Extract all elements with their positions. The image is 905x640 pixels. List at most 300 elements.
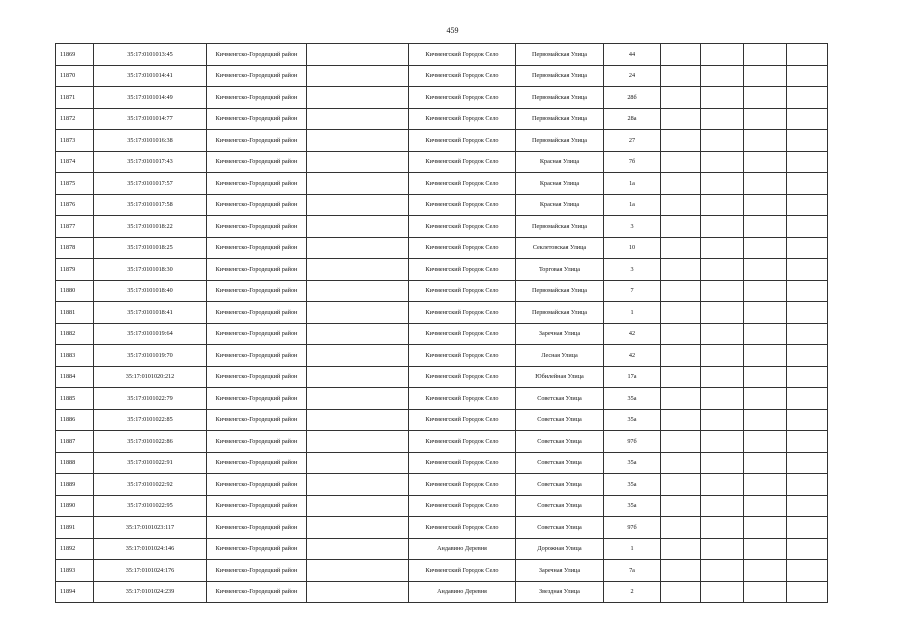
row-number-cell: 11894 <box>56 581 94 603</box>
street-cell: Красная Улица <box>516 151 604 173</box>
row-number-cell: 11879 <box>56 259 94 281</box>
table-row <box>56 151 828 173</box>
cadastral-number-cell: 35:17:0101014:49 <box>94 87 207 109</box>
empty-cell <box>744 323 787 345</box>
street-cell: Советская Улица <box>516 474 604 496</box>
settlement-cell: Кичменгский Городок Село <box>409 409 516 431</box>
empty-cell <box>744 130 787 152</box>
district-cell: Кичменгско-Городецкий район <box>207 65 307 87</box>
empty-cell <box>787 409 828 431</box>
empty-cell <box>307 431 409 453</box>
cadastral-number-cell: 35:17:0101020:212 <box>94 366 207 388</box>
row-number-cell: 11891 <box>56 517 94 539</box>
empty-cell <box>744 44 787 66</box>
table-row <box>56 366 828 388</box>
empty-cell <box>307 345 409 367</box>
settlement-cell: Кичменгский Городок Село <box>409 151 516 173</box>
settlement-cell: Кичменгский Городок Село <box>409 474 516 496</box>
empty-cell <box>744 173 787 195</box>
settlement-cell: Кичменгский Городок Село <box>409 108 516 130</box>
cadastral-number-cell: 35:17:0101022:91 <box>94 452 207 474</box>
empty-cell <box>701 560 744 582</box>
street-cell: Советская Улица <box>516 495 604 517</box>
settlement-cell: Кичменгский Городок Село <box>409 237 516 259</box>
empty-cell <box>744 431 787 453</box>
empty-cell <box>307 302 409 324</box>
table-row <box>56 388 828 410</box>
empty-cell <box>787 388 828 410</box>
empty-cell <box>701 388 744 410</box>
empty-cell <box>307 517 409 539</box>
house-number-cell: 1 <box>604 302 661 324</box>
empty-cell <box>744 538 787 560</box>
empty-cell <box>307 366 409 388</box>
empty-cell <box>701 130 744 152</box>
district-cell: Кичменгско-Городецкий район <box>207 87 307 109</box>
street-cell: Первомайская Улица <box>516 108 604 130</box>
cadastral-number-cell: 35:17:0101023:117 <box>94 517 207 539</box>
table-row <box>56 495 828 517</box>
cadastral-number-cell: 35:17:0101019:64 <box>94 323 207 345</box>
district-cell: Кичменгско-Городецкий район <box>207 280 307 302</box>
house-number-cell: 3 <box>604 216 661 238</box>
street-cell: Звездная Улица <box>516 581 604 603</box>
empty-cell <box>787 302 828 324</box>
empty-cell <box>307 259 409 281</box>
house-number-cell: 10 <box>604 237 661 259</box>
empty-cell <box>701 65 744 87</box>
settlement-cell: Кичменгский Городок Село <box>409 452 516 474</box>
row-number-cell: 11876 <box>56 194 94 216</box>
house-number-cell: 2 <box>604 581 661 603</box>
house-number-cell: 17а <box>604 366 661 388</box>
empty-cell <box>744 517 787 539</box>
street-cell: Красная Улица <box>516 173 604 195</box>
district-cell: Кичменгско-Городецкий район <box>207 173 307 195</box>
district-cell: Кичменгско-Городецкий район <box>207 538 307 560</box>
street-cell: Советская Улица <box>516 409 604 431</box>
empty-cell <box>701 108 744 130</box>
settlement-cell: Кичменгский Городок Село <box>409 65 516 87</box>
empty-cell <box>744 409 787 431</box>
table-row <box>56 474 828 496</box>
district-cell: Кичменгско-Городецкий район <box>207 302 307 324</box>
cadastral-number-cell: 35:17:0101014:41 <box>94 65 207 87</box>
district-cell: Кичменгско-Городецкий район <box>207 517 307 539</box>
table-row <box>56 280 828 302</box>
district-cell: Кичменгско-Городецкий район <box>207 259 307 281</box>
table-row <box>56 237 828 259</box>
empty-cell <box>701 323 744 345</box>
street-cell: Дорожная Улица <box>516 538 604 560</box>
empty-cell <box>787 452 828 474</box>
empty-cell <box>661 474 701 496</box>
empty-cell <box>744 474 787 496</box>
district-cell: Кичменгско-Городецкий район <box>207 345 307 367</box>
row-number-cell: 11893 <box>56 560 94 582</box>
row-number-cell: 11885 <box>56 388 94 410</box>
empty-cell <box>701 280 744 302</box>
settlement-cell: Кичменгский Городок Село <box>409 44 516 66</box>
cadastral-number-cell: 35:17:0101017:43 <box>94 151 207 173</box>
cadastral-number-cell: 35:17:0101022:92 <box>94 474 207 496</box>
table-row <box>56 538 828 560</box>
empty-cell <box>661 173 701 195</box>
empty-cell <box>787 581 828 603</box>
table-row <box>56 581 828 603</box>
settlement-cell: Кичменгский Городок Село <box>409 130 516 152</box>
district-cell: Кичменгско-Городецкий район <box>207 409 307 431</box>
settlement-cell: Кичменгский Городок Село <box>409 173 516 195</box>
empty-cell <box>307 280 409 302</box>
settlement-cell: Кичменгский Городок Село <box>409 280 516 302</box>
district-cell: Кичменгско-Городецкий район <box>207 44 307 66</box>
empty-cell <box>701 474 744 496</box>
settlement-cell: Кичменгский Городок Село <box>409 517 516 539</box>
cadastral-number-cell: 35:17:0101013:45 <box>94 44 207 66</box>
cadastral-number-cell: 35:17:0101022:85 <box>94 409 207 431</box>
empty-cell <box>701 452 744 474</box>
empty-cell <box>787 280 828 302</box>
district-cell: Кичменгско-Городецкий район <box>207 388 307 410</box>
empty-cell <box>701 495 744 517</box>
empty-cell <box>661 431 701 453</box>
empty-cell <box>661 87 701 109</box>
empty-cell <box>661 130 701 152</box>
empty-cell <box>307 237 409 259</box>
table-row <box>56 194 828 216</box>
empty-cell <box>787 474 828 496</box>
table-row <box>56 87 828 109</box>
table-row <box>56 345 828 367</box>
empty-cell <box>661 538 701 560</box>
empty-cell <box>787 130 828 152</box>
empty-cell <box>661 151 701 173</box>
row-number-cell: 11870 <box>56 65 94 87</box>
table-body <box>56 44 828 603</box>
house-number-cell: 35а <box>604 495 661 517</box>
house-number-cell: 7б <box>604 151 661 173</box>
empty-cell <box>661 237 701 259</box>
cadastral-number-cell: 35:17:0101022:95 <box>94 495 207 517</box>
empty-cell <box>744 108 787 130</box>
cadastral-number-cell: 35:17:0101018:41 <box>94 302 207 324</box>
empty-cell <box>787 87 828 109</box>
empty-cell <box>787 517 828 539</box>
settlement-cell: Кичменгский Городок Село <box>409 366 516 388</box>
settlement-cell: Андавино Деревня <box>409 581 516 603</box>
district-cell: Кичменгско-Городецкий район <box>207 237 307 259</box>
cadastral-number-cell: 35:17:0101022:79 <box>94 388 207 410</box>
cadastral-number-cell: 35:17:0101018:25 <box>94 237 207 259</box>
empty-cell <box>661 108 701 130</box>
house-number-cell: 1а <box>604 194 661 216</box>
empty-cell <box>787 194 828 216</box>
house-number-cell: 42 <box>604 323 661 345</box>
street-cell: Заречная Улица <box>516 323 604 345</box>
street-cell: Первомайская Улица <box>516 280 604 302</box>
district-cell: Кичменгско-Городецкий район <box>207 366 307 388</box>
settlement-cell: Кичменгский Городок Село <box>409 216 516 238</box>
house-number-cell: 7а <box>604 560 661 582</box>
empty-cell <box>307 87 409 109</box>
cadastral-number-cell: 35:17:0101024:239 <box>94 581 207 603</box>
empty-cell <box>744 151 787 173</box>
empty-cell <box>307 108 409 130</box>
row-number-cell: 11875 <box>56 173 94 195</box>
table-row <box>56 323 828 345</box>
empty-cell <box>661 409 701 431</box>
empty-cell <box>744 237 787 259</box>
house-number-cell: 97б <box>604 517 661 539</box>
house-number-cell: 3 <box>604 259 661 281</box>
table-row <box>56 452 828 474</box>
row-number-cell: 11881 <box>56 302 94 324</box>
settlement-cell: Кичменгский Городок Село <box>409 495 516 517</box>
street-cell: Первомайская Улица <box>516 302 604 324</box>
cadastral-number-cell: 35:17:0101024:176 <box>94 560 207 582</box>
empty-cell <box>744 280 787 302</box>
empty-cell <box>701 259 744 281</box>
table-row <box>56 108 828 130</box>
house-number-cell: 24 <box>604 65 661 87</box>
street-cell: Заречная Улица <box>516 560 604 582</box>
row-number-cell: 11886 <box>56 409 94 431</box>
district-cell: Кичменгско-Городецкий район <box>207 474 307 496</box>
empty-cell <box>701 151 744 173</box>
settlement-cell: Кичменгский Городок Село <box>409 194 516 216</box>
table-row <box>56 517 828 539</box>
empty-cell <box>744 345 787 367</box>
district-cell: Кичменгско-Городецкий район <box>207 194 307 216</box>
empty-cell <box>701 87 744 109</box>
settlement-cell: Кичменгский Городок Село <box>409 87 516 109</box>
row-number-cell: 11872 <box>56 108 94 130</box>
table-row <box>56 560 828 582</box>
empty-cell <box>307 388 409 410</box>
street-cell: Первомайская Улица <box>516 216 604 238</box>
cadastral-number-cell: 35:17:0101017:58 <box>94 194 207 216</box>
district-cell: Кичменгско-Городецкий район <box>207 560 307 582</box>
table-row <box>56 302 828 324</box>
empty-cell <box>661 517 701 539</box>
empty-cell <box>787 538 828 560</box>
house-number-cell: 1 <box>604 538 661 560</box>
cadastral-number-cell: 35:17:0101018:22 <box>94 216 207 238</box>
empty-cell <box>787 431 828 453</box>
street-cell: Советская Улица <box>516 388 604 410</box>
district-cell: Кичменгско-Городецкий район <box>207 151 307 173</box>
empty-cell <box>307 173 409 195</box>
empty-cell <box>744 302 787 324</box>
row-number-cell: 11877 <box>56 216 94 238</box>
empty-cell <box>787 173 828 195</box>
empty-cell <box>661 65 701 87</box>
empty-cell <box>701 44 744 66</box>
empty-cell <box>744 65 787 87</box>
empty-cell <box>744 581 787 603</box>
street-cell: Торговая Улица <box>516 259 604 281</box>
empty-cell <box>701 409 744 431</box>
row-number-cell: 11887 <box>56 431 94 453</box>
cadastral-number-cell: 35:17:0101014:77 <box>94 108 207 130</box>
empty-cell <box>787 495 828 517</box>
district-cell: Кичменгско-Городецкий район <box>207 495 307 517</box>
empty-cell <box>787 44 828 66</box>
row-number-cell: 11892 <box>56 538 94 560</box>
row-number-cell: 11880 <box>56 280 94 302</box>
street-cell: Советская Улица <box>516 431 604 453</box>
empty-cell <box>661 495 701 517</box>
street-cell: Секлетовская Улица <box>516 237 604 259</box>
empty-cell <box>661 366 701 388</box>
empty-cell <box>661 560 701 582</box>
table-row <box>56 431 828 453</box>
table-row <box>56 173 828 195</box>
cadastral-number-cell: 35:17:0101018:30 <box>94 259 207 281</box>
empty-cell <box>744 366 787 388</box>
house-number-cell: 28а <box>604 108 661 130</box>
empty-cell <box>701 173 744 195</box>
cadastral-number-cell: 35:17:0101016:38 <box>94 130 207 152</box>
empty-cell <box>701 345 744 367</box>
house-number-cell: 28б <box>604 87 661 109</box>
empty-cell <box>701 302 744 324</box>
empty-cell <box>307 581 409 603</box>
empty-cell <box>307 65 409 87</box>
house-number-cell: 1а <box>604 173 661 195</box>
empty-cell <box>744 495 787 517</box>
row-number-cell: 11882 <box>56 323 94 345</box>
row-number-cell: 11869 <box>56 44 94 66</box>
empty-cell <box>787 65 828 87</box>
empty-cell <box>661 44 701 66</box>
house-number-cell: 35а <box>604 388 661 410</box>
row-number-cell: 11890 <box>56 495 94 517</box>
house-number-cell: 42 <box>604 345 661 367</box>
empty-cell <box>307 323 409 345</box>
street-cell: Советская Улица <box>516 517 604 539</box>
empty-cell <box>744 388 787 410</box>
table-row <box>56 259 828 281</box>
house-number-cell: 97б <box>604 431 661 453</box>
house-number-cell: 35а <box>604 409 661 431</box>
house-number-cell: 27 <box>604 130 661 152</box>
district-cell: Кичменгско-Городецкий район <box>207 452 307 474</box>
empty-cell <box>661 323 701 345</box>
row-number-cell: 11883 <box>56 345 94 367</box>
district-cell: Кичменгско-Городецкий район <box>207 108 307 130</box>
empty-cell <box>661 259 701 281</box>
house-number-cell: 35а <box>604 474 661 496</box>
empty-cell <box>787 216 828 238</box>
empty-cell <box>307 452 409 474</box>
empty-cell <box>307 44 409 66</box>
empty-cell <box>787 108 828 130</box>
street-cell: Красная Улица <box>516 194 604 216</box>
settlement-cell: Кичменгский Городок Село <box>409 259 516 281</box>
empty-cell <box>701 194 744 216</box>
house-number-cell: 35а <box>604 452 661 474</box>
empty-cell <box>787 151 828 173</box>
house-number-cell: 7 <box>604 280 661 302</box>
empty-cell <box>701 216 744 238</box>
row-number-cell: 11889 <box>56 474 94 496</box>
cadastral-number-cell: 35:17:0101019:70 <box>94 345 207 367</box>
empty-cell <box>701 366 744 388</box>
settlement-cell: Кичменгский Городок Село <box>409 431 516 453</box>
row-number-cell: 11873 <box>56 130 94 152</box>
empty-cell <box>787 366 828 388</box>
table-row <box>56 65 828 87</box>
settlement-cell: Кичменгский Городок Село <box>409 388 516 410</box>
house-number-cell: 44 <box>604 44 661 66</box>
street-cell: Первомайская Улица <box>516 130 604 152</box>
table-row <box>56 44 828 66</box>
page-number: 459 <box>446 26 459 35</box>
empty-cell <box>787 560 828 582</box>
street-cell: Первомайская Улица <box>516 44 604 66</box>
empty-cell <box>787 323 828 345</box>
street-cell: Лесная Улица <box>516 345 604 367</box>
empty-cell <box>787 237 828 259</box>
district-cell: Кичменгско-Городецкий район <box>207 323 307 345</box>
registry-table <box>55 43 828 603</box>
district-cell: Кичменгско-Городецкий район <box>207 581 307 603</box>
empty-cell <box>661 388 701 410</box>
row-number-cell: 11884 <box>56 366 94 388</box>
street-cell: Первомайская Улица <box>516 87 604 109</box>
empty-cell <box>701 517 744 539</box>
empty-cell <box>744 259 787 281</box>
empty-cell <box>701 237 744 259</box>
empty-cell <box>307 130 409 152</box>
row-number-cell: 11878 <box>56 237 94 259</box>
empty-cell <box>661 194 701 216</box>
settlement-cell: Кичменгский Городок Село <box>409 345 516 367</box>
empty-cell <box>307 151 409 173</box>
empty-cell <box>701 431 744 453</box>
empty-cell <box>661 280 701 302</box>
table-row <box>56 216 828 238</box>
settlement-cell: Кичменгский Городок Село <box>409 302 516 324</box>
district-cell: Кичменгско-Городецкий район <box>207 130 307 152</box>
empty-cell <box>701 538 744 560</box>
row-number-cell: 11888 <box>56 452 94 474</box>
street-cell: Юбилейная Улица <box>516 366 604 388</box>
empty-cell <box>307 538 409 560</box>
empty-cell <box>307 216 409 238</box>
cadastral-number-cell: 35:17:0101024:146 <box>94 538 207 560</box>
street-cell: Первомайская Улица <box>516 65 604 87</box>
street-cell: Советская Улица <box>516 452 604 474</box>
empty-cell <box>661 216 701 238</box>
empty-cell <box>661 452 701 474</box>
cadastral-number-cell: 35:17:0101022:86 <box>94 431 207 453</box>
empty-cell <box>744 216 787 238</box>
district-cell: Кичменгско-Городецкий район <box>207 216 307 238</box>
empty-cell <box>307 409 409 431</box>
empty-cell <box>744 560 787 582</box>
empty-cell <box>787 259 828 281</box>
table-row <box>56 409 828 431</box>
settlement-cell: Кичменгский Городок Село <box>409 560 516 582</box>
cadastral-number-cell: 35:17:0101017:57 <box>94 173 207 195</box>
settlement-cell: Андавино Деревня <box>409 538 516 560</box>
settlement-cell: Кичменгский Городок Село <box>409 323 516 345</box>
table-row <box>56 130 828 152</box>
empty-cell <box>661 345 701 367</box>
